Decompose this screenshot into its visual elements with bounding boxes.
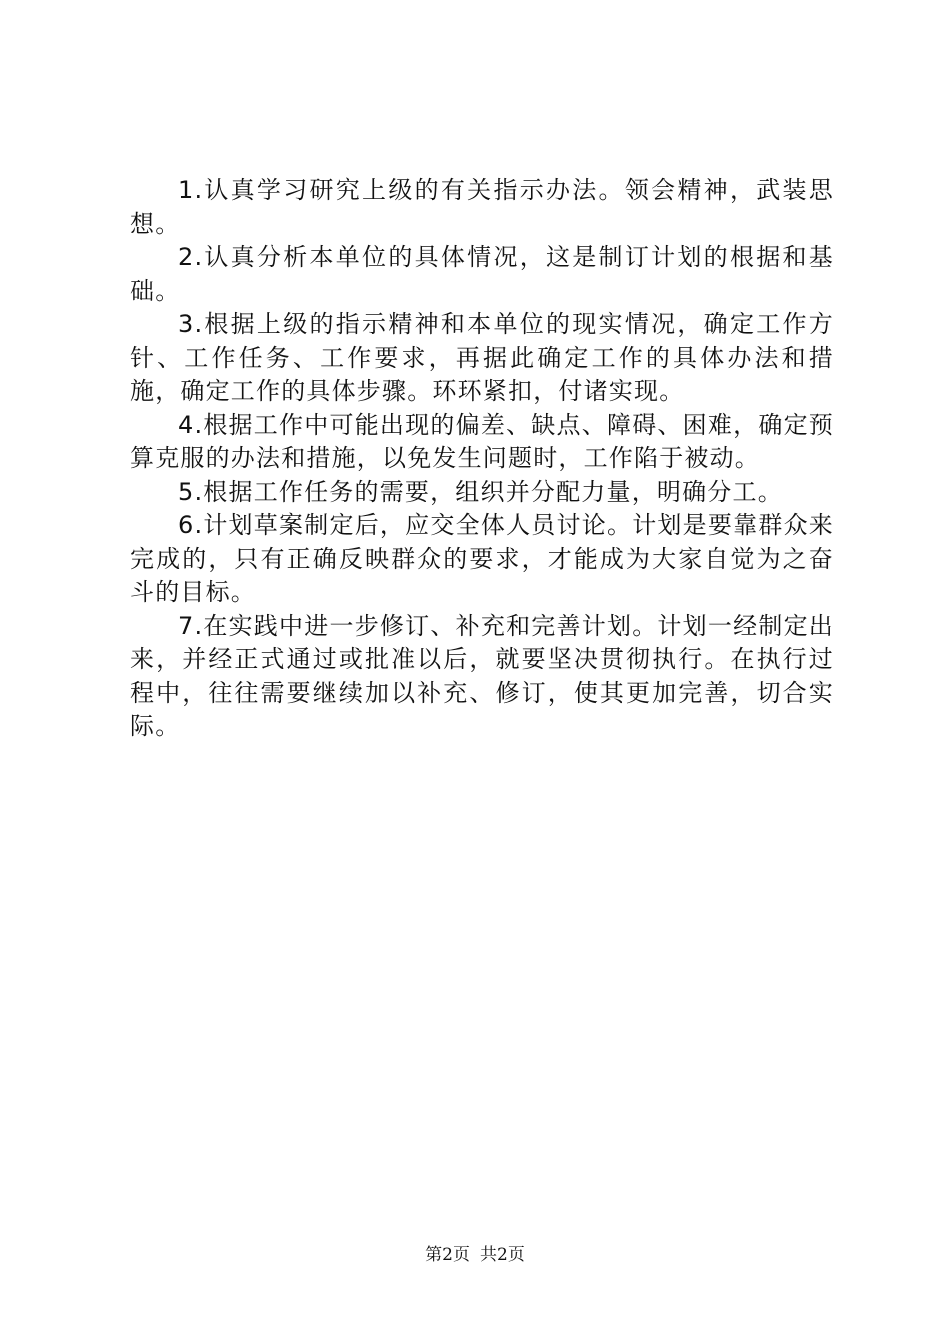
paragraph-6: 6.计划草案制定后，应交全体人员讨论。计划是要靠群众来完成的，只有正确反映群众的要求，才能成为大家自觉为之奋斗的目标。 (130, 511, 834, 606)
page-footer (0, 1243, 950, 1267)
paragraph-4: 4.根据工作中可能出现的偏差、缺点、障碍、困难，确定预算克服的办法和措施，以免发生问题时，工作陷于被动。 (130, 410, 834, 472)
page-total: 共2页 (480, 1245, 525, 1265)
paragraph-2: 2.认真分析本单位的具体情况，这是制订计划的根据和基础。 (130, 243, 834, 305)
paragraph-7: 7.在实践中进一步修订、补充和完善计划。计划一经制定出来，并经正式通过或批准以后，就要坚决贯彻执行。在执行过程中，往往需要继续加以补充、修订，使其更加完善，切合实际。 (130, 611, 834, 740)
paragraph-5: 5.根据工作任务的需要，组织并分配力量，明确分工。 (178, 477, 783, 506)
document-body (130, 174, 834, 744)
page-number: 第2页 (425, 1245, 470, 1265)
paragraph-1: 1.认真学习研究上级的有关指示办法。领会精神，武装思想。 (130, 176, 834, 238)
paragraph-3: 3.根据上级的指示精神和本单位的现实情况，确定工作方针、工作任务、工作要求，再据此确定工作的具体办法和措施，确定工作的具体步骤。环环紧扣，付诸实现。 (130, 310, 834, 405)
